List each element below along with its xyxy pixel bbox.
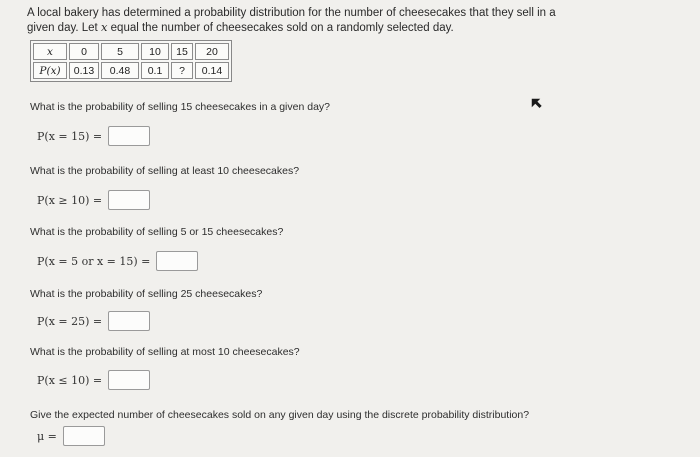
answer-input-2[interactable]: [108, 190, 150, 210]
answer-label-2: P(x ≥ 10) =: [37, 193, 103, 207]
answer-row-3: [37, 251, 198, 271]
answer-row-5: [37, 370, 150, 390]
answer-row-4: [37, 311, 150, 331]
problem-intro: [27, 6, 567, 35]
x-value-cell: 20: [195, 43, 229, 60]
answer-input-1[interactable]: [108, 126, 150, 146]
answer-row-6: [37, 426, 105, 446]
p-row: [33, 62, 229, 79]
p-value-cell: 0.1: [141, 62, 169, 79]
answer-label-6: μ =: [37, 429, 57, 443]
x-row: [33, 43, 229, 60]
x-value-cell: 0: [69, 43, 99, 60]
intro-text-1: A local bakery has determined a probability distribution for the number of cheesecakes that they sell in a given day. Let: [27, 7, 556, 34]
x-value-cell: 10: [141, 43, 169, 60]
answer-label-5: P(x ≤ 10) =: [37, 373, 103, 387]
answer-label-3: P(x = 5 or x = 15) =: [37, 254, 151, 268]
x-value-cell: 5: [101, 43, 139, 60]
p-value-cell: 0.48: [101, 62, 139, 79]
question-3-text: What is the probability of selling 5 or 15 cheesecakes?: [30, 226, 284, 238]
x-header-cell: x: [33, 43, 67, 60]
question-1-text: What is the probability of selling 15 cheesecakes in a given day?: [30, 101, 331, 113]
answer-row-2: [37, 190, 150, 210]
answer-label-1: P(x = 15) =: [37, 129, 103, 143]
answer-label-4: P(x = 25) =: [37, 314, 103, 328]
answer-input-5[interactable]: [108, 370, 150, 390]
answer-input-4[interactable]: [108, 311, 150, 331]
p-value-cell: 0.14: [195, 62, 229, 79]
question-2-text: What is the probability of selling at least 10 cheesecakes?: [30, 165, 300, 177]
answer-input-3[interactable]: [156, 251, 198, 271]
intro-text-2: equal the number of cheesecakes sold on a randomly selected day.: [107, 22, 454, 34]
x-value-cell: 15: [171, 43, 193, 60]
answer-row-1: [37, 126, 150, 146]
p-header-cell: P(x): [33, 62, 67, 79]
question-6-text: Give the expected number of cheesecakes sold on any given day using the discrete probability distribution?: [30, 409, 530, 421]
intro-variable: x: [100, 20, 108, 34]
mouse-cursor-icon: [529, 96, 543, 110]
probability-distribution-table: [30, 40, 232, 82]
question-5-text: What is the probability of selling at most 10 cheesecakes?: [30, 346, 300, 358]
p-value-cell: 0.13: [69, 62, 99, 79]
p-value-cell: ?: [171, 62, 193, 79]
answer-input-6[interactable]: [63, 426, 105, 446]
question-4-text: What is the probability of selling 25 cheesecakes?: [30, 288, 263, 300]
